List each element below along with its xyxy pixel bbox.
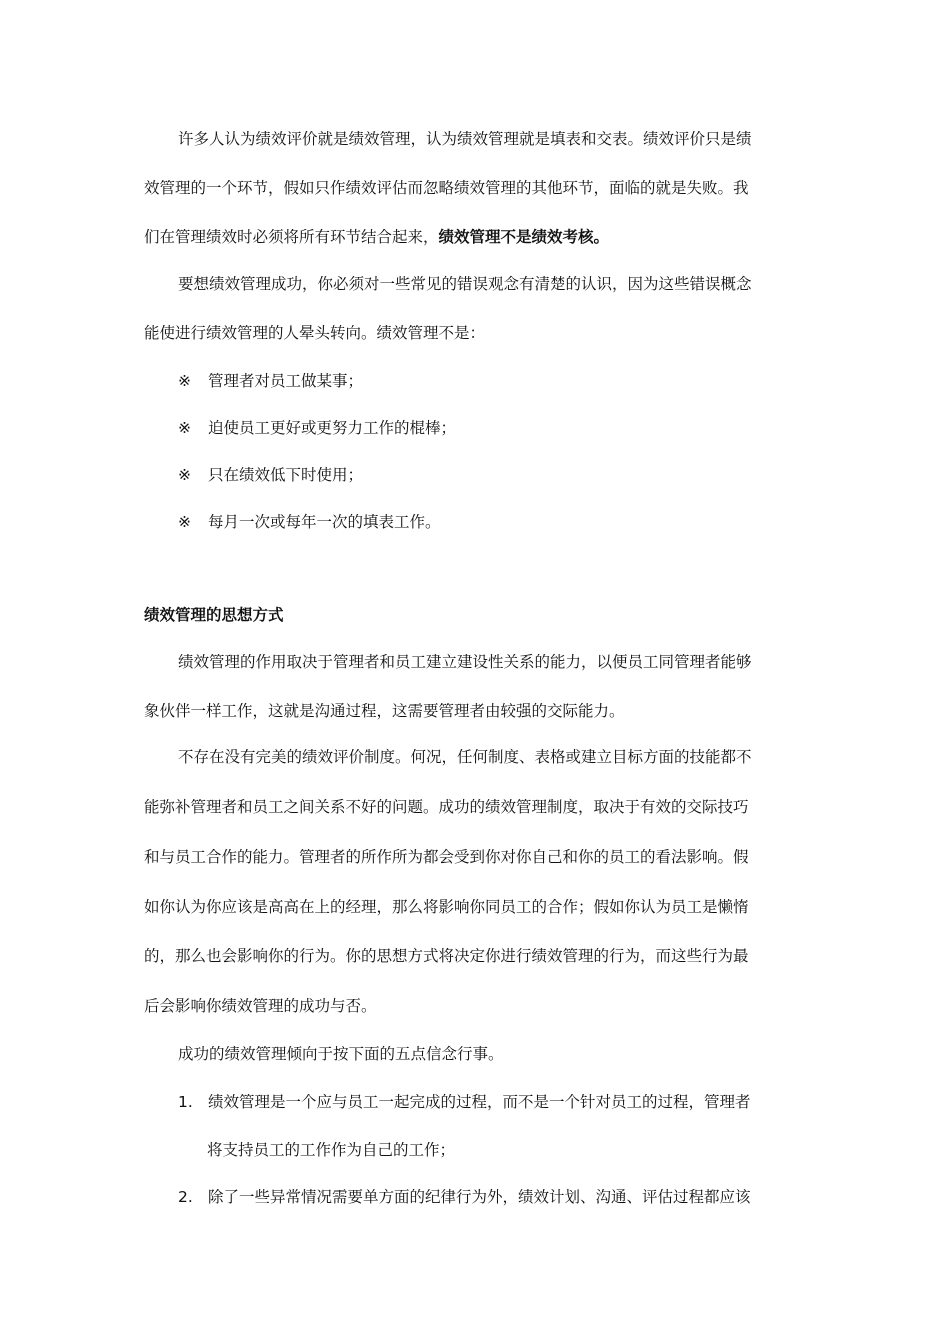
reference-mark-icon: ※ (178, 372, 191, 390)
paragraph-2-line-2: 能使进行绩效管理的人晕头转向。绩效管理不是： (144, 324, 486, 342)
bullet-item (178, 464, 808, 486)
paragraph-1-line-2: 效管理的一个环节，假如只作绩效评估而忽略绩效管理的其他环节，面临的就是失败。我 (144, 179, 749, 197)
bullet-item (178, 511, 808, 533)
paragraph-4-line-4: 如你认为你应该是高高在上的经理，那么将影响你同员工的合作；假如你认为员工是懒惰 (144, 898, 749, 916)
reference-mark-icon: ※ (178, 513, 191, 531)
paragraph-1-line-1: 许多人认为绩效评价就是绩效管理，认为绩效管理就是填表和交表。绩效评价只是绩 (178, 130, 752, 148)
numbered-item-1 (178, 1091, 808, 1113)
paragraph-1-line-3-text: 们在管理绩效时必须将所有环节结合起来， (144, 228, 439, 246)
paragraph-5-line-1: 成功的绩效管理倾向于按下面的五点信念行事。 (178, 1045, 504, 1063)
section-heading: 绩效管理的思想方式 (144, 606, 284, 624)
paragraph-4-line-2: 能弥补管理者和员工之间关系不好的问题。成功的绩效管理制度，取决于有效的交际技巧 (144, 798, 749, 816)
numbered-item-2-line-1: 除了一些异常情况需要单方面的纪律行为外，绩效计划、沟通、评估过程都应该 (208, 1188, 751, 1206)
bullet-item (178, 370, 808, 392)
numbered-item-2 (178, 1186, 808, 1208)
list-number: 1. (178, 1093, 193, 1111)
paragraph-4-line-1: 不存在没有完美的绩效评价制度。何况，任何制度、表格或建立目标方面的技能都不 (178, 748, 752, 766)
paragraph-4-line-5: 的，那么也会影响你的行为。你的思想方式将决定你进行绩效管理的行为，而这些行为最 (144, 947, 749, 965)
paragraph-1-line-3 (144, 226, 808, 248)
emphasis-text: 绩效管理不是绩效考核。 (438, 228, 610, 246)
bullet-item-text: 每月一次或每年一次的填表工作。 (208, 513, 441, 531)
bullet-item-text: 管理者对员工做某事； (208, 372, 364, 390)
bullet-item (178, 417, 808, 439)
reference-mark-icon: ※ (178, 419, 191, 437)
numbered-item-1-line-1: 绩效管理是一个应与员工一起完成的过程，而不是一个针对员工的过程，管理者 (208, 1093, 751, 1111)
bullet-item-text: 迫使员工更好或更努力工作的棍棒； (208, 419, 457, 437)
list-number: 2. (178, 1188, 193, 1206)
paragraph-4-line-3: 和与员工合作的能力。管理者的所作所为都会受到你对你自己和你的员工的看法影响。假 (144, 848, 749, 866)
paragraph-3-line-2: 象伙伴一样工作，这就是沟通过程，这需要管理者由较强的交际能力。 (144, 702, 625, 720)
bullet-item-text: 只在绩效低下时使用； (208, 466, 364, 484)
paragraph-3-line-1: 绩效管理的作用取决于管理者和员工建立建设性关系的能力，以便员工同管理者能够 (178, 653, 752, 671)
paragraph-2-line-1: 要想绩效管理成功，你必须对一些常见的错误观念有清楚的认识，因为这些错误概念 (178, 275, 752, 293)
paragraph-4-line-6: 后会影响你绩效管理的成功与否。 (144, 997, 377, 1015)
numbered-item-1-line-2: 将支持员工的工作作为自己的工作； (207, 1141, 456, 1159)
reference-mark-icon: ※ (178, 466, 191, 484)
